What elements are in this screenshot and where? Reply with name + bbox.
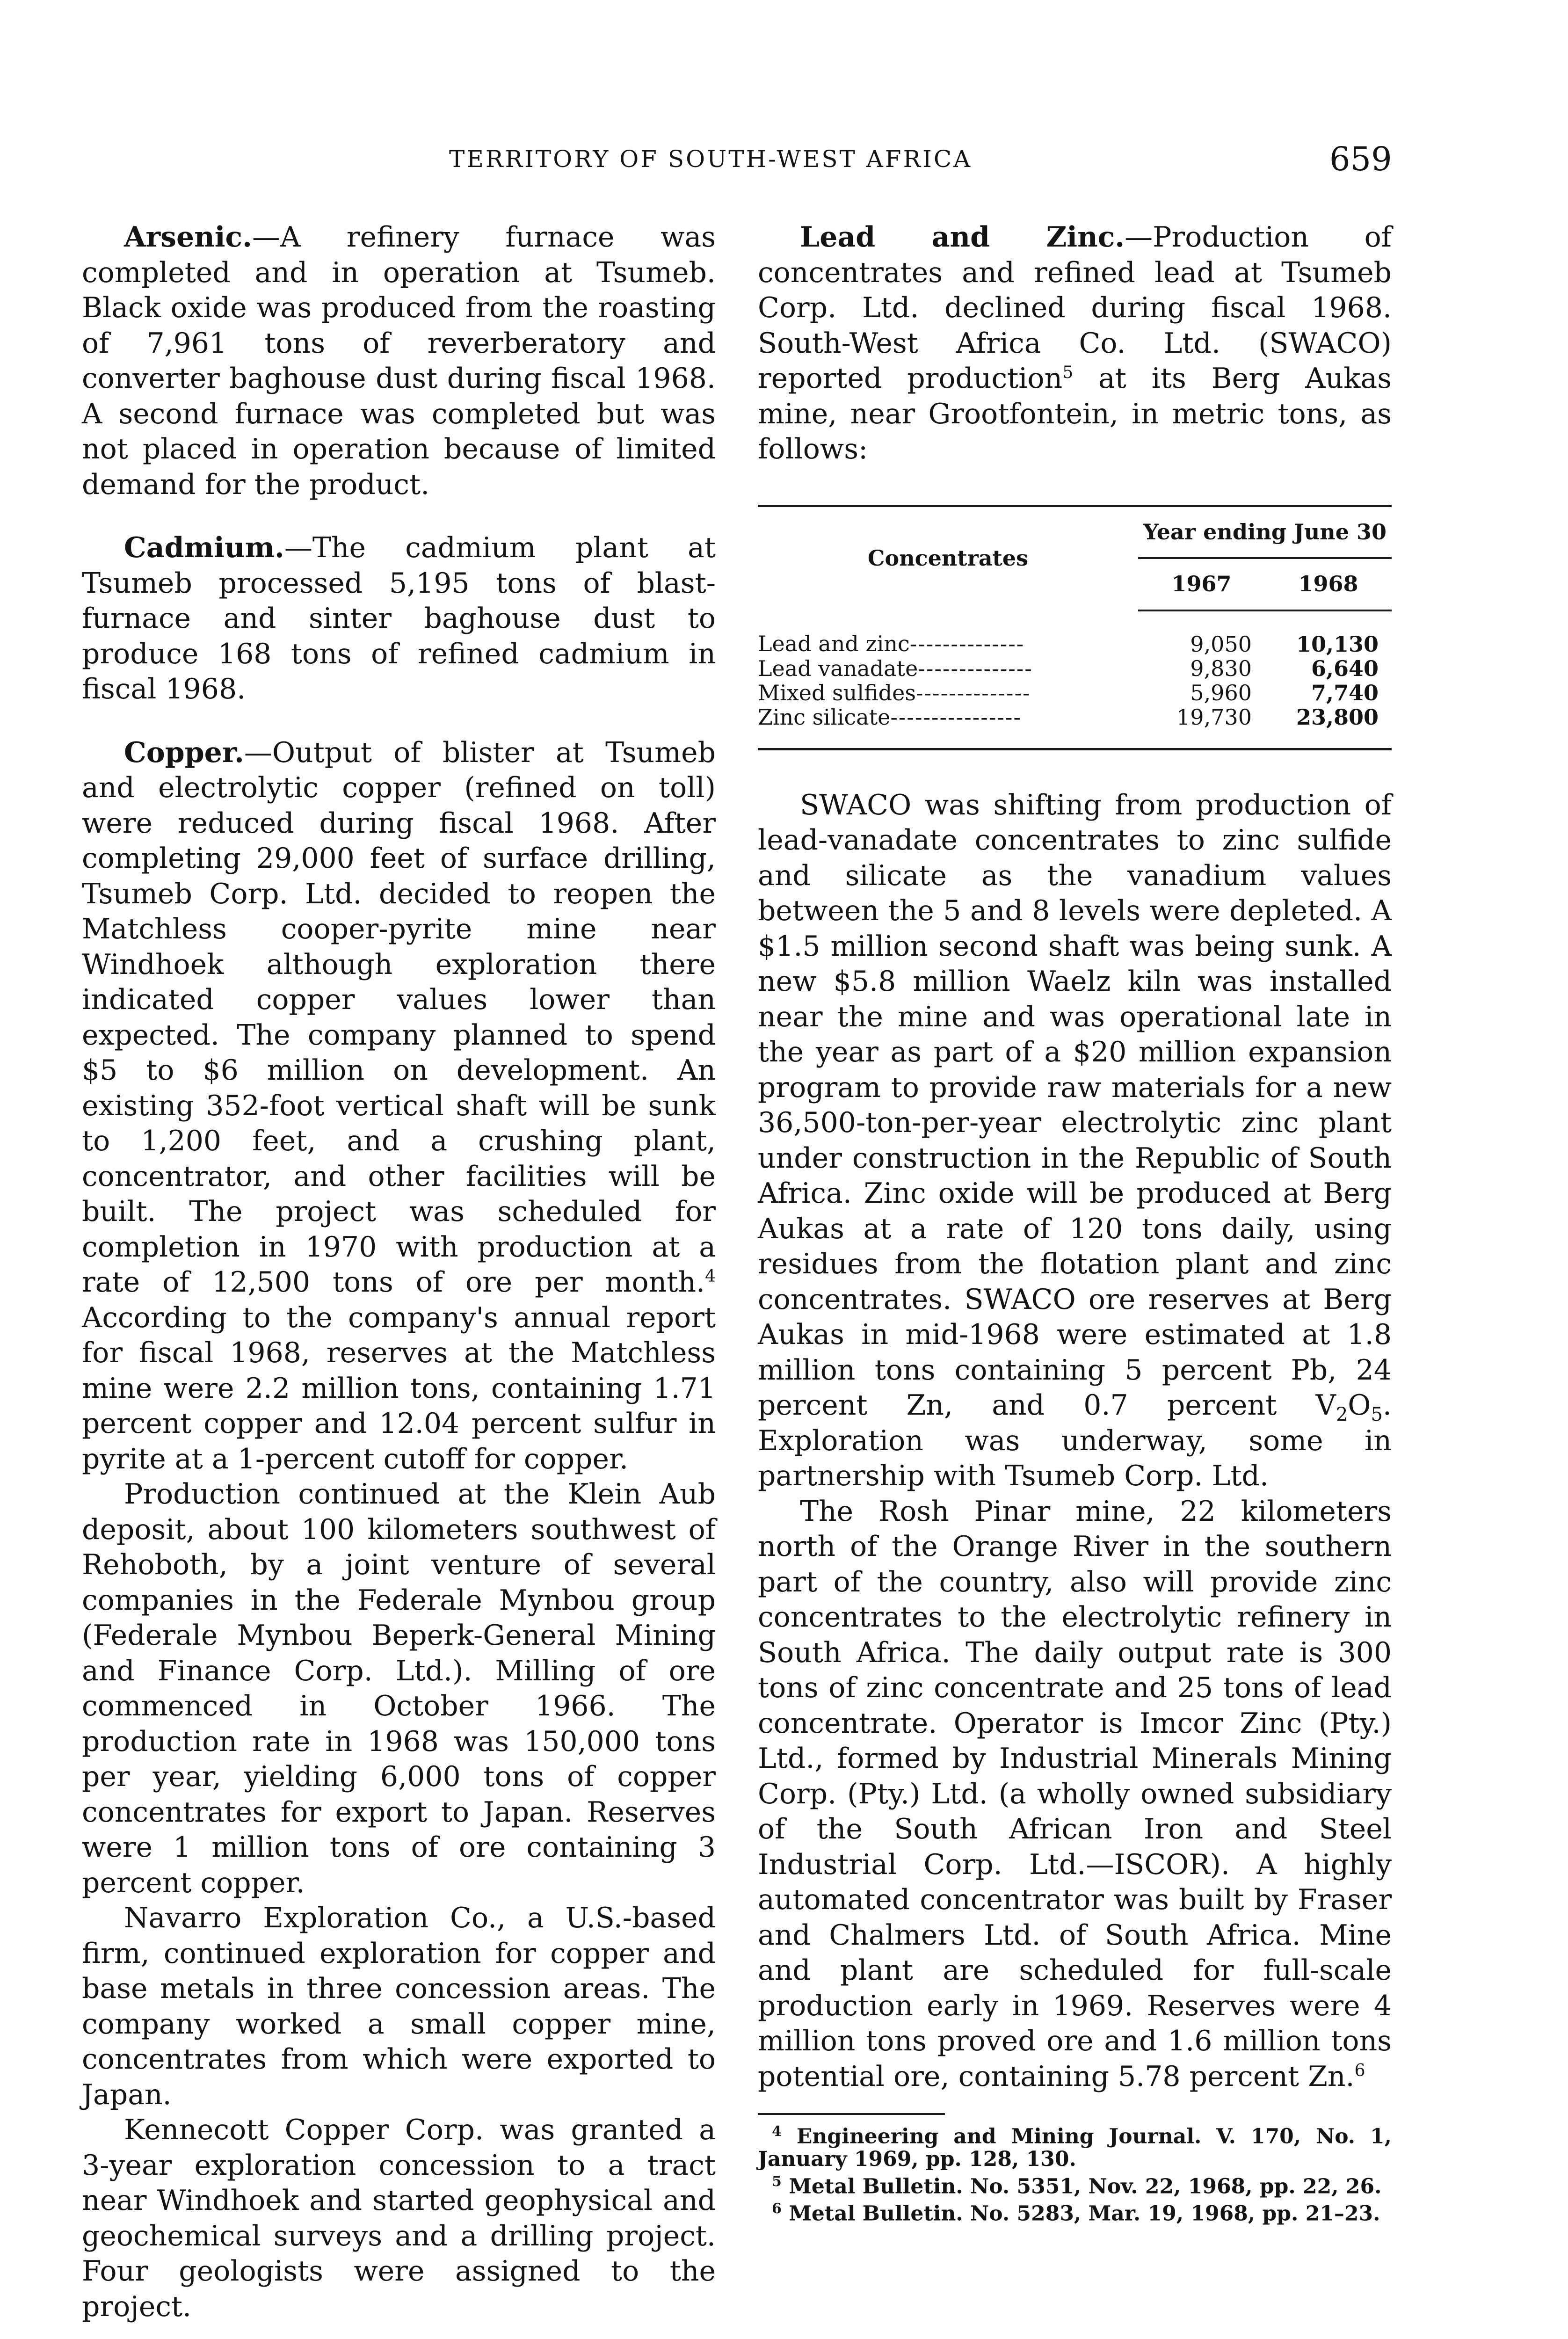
right-column — [758, 220, 1392, 2225]
footnote-ref-6: 6 — [1354, 2061, 1365, 2080]
lead-zinc-text: —Production of concentrates and refined lead at Tsumeb Corp. Ltd. declined during fiscal 1968. South-West Africa Co. Ltd. (SWACO) reported production — [758, 221, 1392, 395]
row-label: Lead vanadate-------------- — [758, 656, 1033, 681]
footnotes — [758, 2121, 1392, 2225]
cell-1967: 5,960 — [1190, 680, 1252, 705]
left-column — [82, 220, 716, 2324]
footnote-ref-4: 4 — [705, 1267, 716, 1286]
col-header-1968: 1968 — [1265, 558, 1392, 610]
copper-text: —Output of blister at Tsumeb and electrolytic copper (refined on toll) were reduced during fiscal 1968. After completing 29,000 feet of surface drilling, Tsumeb Corp. Ltd. decided to reopen the Matchless cooper-pyrite mine near Windhoek although exploration there indicated copper values lower than expected. The company planned to spend $5 to $6 million on development. An existing 352-foot vertical shaft will be sunk to 1,200 feet, and a crushing plant, concentrator, and other facilities will be built. The project was scheduled for completion in 1970 with production at a rate of 12,500 tons of ore per month. — [82, 736, 716, 1299]
navarro-paragraph: Navarro Exploration Co., a U.S.-based firm, continued exploration for copper and base metals in three concession areas. The company worked a small copper mine, concentrates from which were exported to Japan. — [82, 1902, 716, 2111]
page-number: 659 — [1329, 140, 1392, 178]
cell-1968: 10,130 — [1296, 631, 1379, 657]
cadmium-heading: Cadmium. — [124, 531, 284, 564]
col-header-1967: 1967 — [1138, 558, 1265, 610]
arsenic-heading: Arsenic. — [124, 221, 252, 254]
subscript-2: 2 — [1336, 1404, 1348, 1425]
table-row — [758, 610, 1392, 656]
footnote-5: $^5$ Metal Bulletin. No. 5351, Nov. 22, 1968, pp. 22, 26. — [772, 2173, 1382, 2199]
lead-zinc-paragraph — [758, 220, 1392, 467]
klein-aub-paragraph: Production continued at the Klein Aub deposit, about 100 kilometers southwest of Rehoboth, by a joint venture of several companies in the Federale Mynbou group (Federale Mynbou Beperk-General Mining and Finance Corp. Ltd.). Milling of ore commenced in October 1966. The production rate in 1968 was 150,000 tons per year, yielding 6,000 tons of copper concentrates for export to Japan. Reserves were 1 million tons of ore containing 3 percent copper. — [82, 1478, 716, 1899]
copper-text-continued: According to the company's annual report for fiscal 1968, reserves at the Matchless mine were 2.2 million tons, containing 1.71 percent copper and 12.04 percent sulfur in pyrite at a 1-percent cutoff for copper. — [82, 1301, 716, 1475]
cell-1967: 19,730 — [1138, 705, 1265, 749]
running-head: TERRITORY OF SOUTH-WEST AFRICA — [449, 145, 973, 173]
table-row — [758, 681, 1392, 705]
copper-paragraph — [82, 735, 716, 1477]
lead-zinc-heading: Lead and Zinc. — [800, 221, 1125, 254]
arsenic-text: —A refinery furnace was completed and in operation at Tsumeb. Black oxide was produced from the roasting of 7,961 tons of reverberatory and converter baghouse dust during fiscal 1968. A second furnace was completed but was not placed in operation because of limited demand for the product. — [82, 221, 716, 501]
footnote-divider — [758, 2113, 945, 2115]
cell-1968: 7,740 — [1311, 680, 1379, 705]
footnote-4: $^4$ Engineering and Mining Journal. V. 170, No. 1, January 1969, pp. 128, 130. — [758, 2123, 1392, 2171]
cadmium-paragraph — [82, 530, 716, 707]
page-header — [0, 140, 1568, 178]
cell-1967: 9,050 — [1190, 631, 1252, 657]
subscript-5: 5 — [1371, 1404, 1383, 1425]
table-row — [758, 656, 1392, 681]
cell-1967: 9,830 — [1190, 655, 1252, 681]
table-row — [758, 705, 1392, 749]
kennecott-paragraph: Kennecott Copper Corp. was granted a 3-year exploration concession to a tract near Windhoek and started geophysical and geochemical surveys and a drilling project. Four geologists were assigned to the project. — [82, 2114, 716, 2323]
row-label: Mixed sulfides-------------- — [758, 680, 1031, 705]
col-header-concentrates: Concentrates — [758, 506, 1138, 610]
row-label: Lead and zinc-------------- — [758, 631, 1025, 656]
copper-heading: Copper. — [124, 736, 244, 769]
cadmium-text: —The cadmium plant at Tsumeb processed 5,195 tons of blast-furnace and sinter baghouse dust to produce 168 tons of refined cadmium in fiscal 1968. — [82, 531, 716, 705]
cell-1968: 6,640 — [1311, 655, 1379, 681]
cell-1968: 23,800 — [1265, 705, 1392, 749]
col-header-year-ending: Year ending June 30 — [1138, 506, 1392, 558]
rosh-pinar-paragraph: The Rosh Pinar mine, 22 kilometers north of the Orange River in the southern part of the country, also will provide zinc concentrates to the electrolytic refinery in South Africa. The daily output rate is 300 tons of zinc concentrate and 25 tons of lead concentrate. Operator is Imcor Zinc (Pty.) Ltd., formed by Industrial Minerals Mining Corp. (Pty.) Ltd. (a wholly owned subsidiary of the South African Iron and Steel Industrial Corp. Ltd.—ISCOR). A highly automated concentrator was built by Fraser and Chalmers Ltd. of South Africa. Mine and plant are scheduled for full-scale production early in 1969. Reserves were 4 million tons proved ore and 1.6 million tons potential ore, containing 5.78 percent Zn.$^6$ — [758, 1495, 1392, 2093]
row-label: Zinc silicate---------------- — [758, 705, 1138, 749]
footnote-6: $^6$ Metal Bulletin. No. 5283, Mar. 19, 1968, pp. 21–23. — [772, 2201, 1380, 2226]
lead-zinc-text-continued: at its Berg Aukas mine, near Grootfontein, in metric tons, as follows: — [758, 362, 1392, 465]
swaco-paragraph: SWACO was shifting from production of lead-vanadate concentrates to zinc sulfide and silicate as the vanadium values between the 5 and 8 levels were depleted. A $1.5 million second shaft was being sunk. A new $5.8 million Waelz kiln was installed near the mine and was operational late in the year as part of a $20 million expansion program to provide raw materials for a new 36,500-ton-per-year electrolytic zinc plant under construction in the Republic of South Africa. Zinc oxide will be produced at Berg Aukas at a rate of 120 tons daily, using residues from the flotation plant and zinc concentrates. SWACO ore reserves at Berg Aukas in mid-1968 were estimated at 1.8 million tons containing 5 percent Pb, 24 percent Zn, and 0.7 percent $V_2O_5$. Exploration was underway, some in partnership with Tsumeb Corp. Ltd. — [758, 788, 1392, 1492]
production-table — [758, 505, 1392, 750]
arsenic-paragraph — [82, 220, 716, 502]
footnote-ref-5: 5 — [1062, 363, 1074, 382]
